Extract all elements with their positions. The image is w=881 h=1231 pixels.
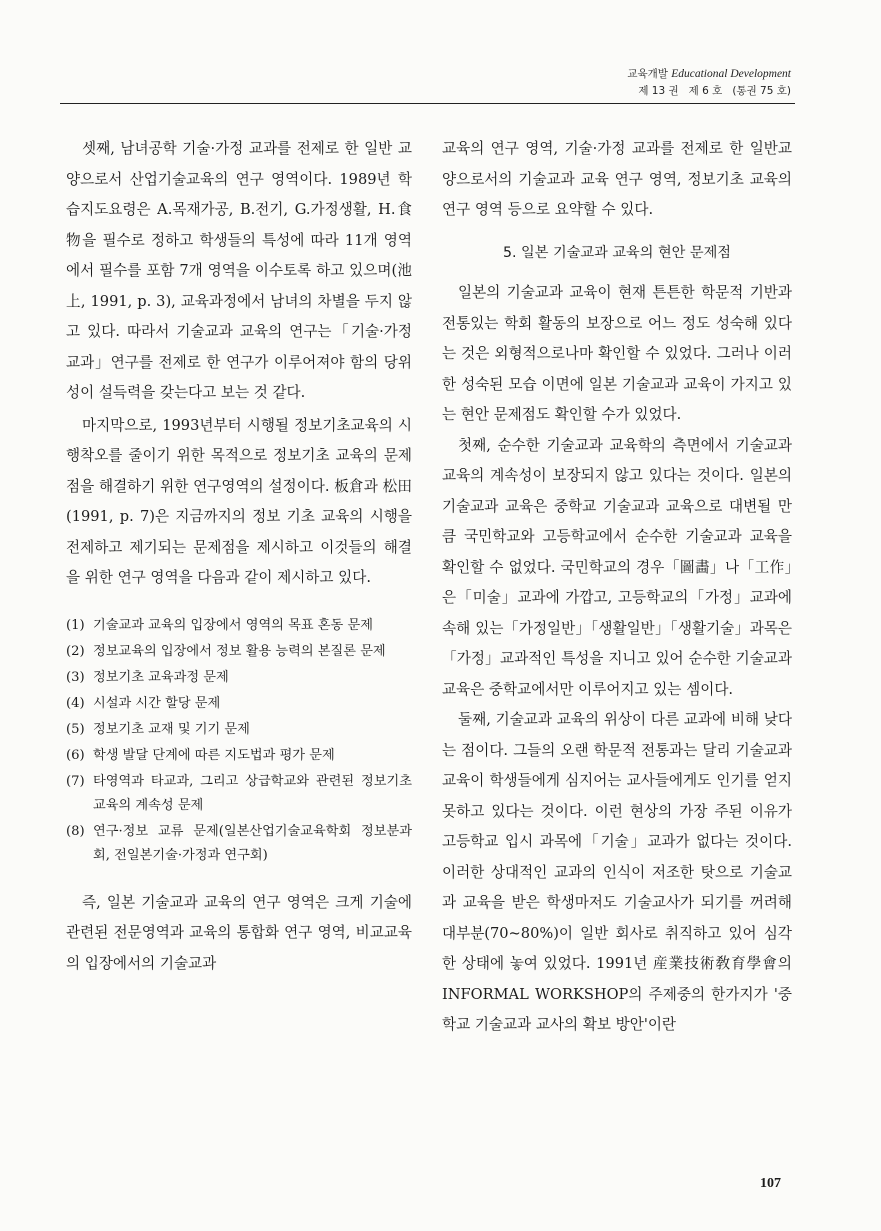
list-text: 타영역과 타교과, 그리고 상급학교와 관련된 정보기초 교육의 계속성 문제 [93, 773, 412, 813]
list-number: (2) [66, 643, 85, 659]
list-number: (8) [66, 823, 85, 839]
list-number: (3) [66, 669, 85, 685]
issue-number: 제 6 호 [688, 85, 723, 97]
journal-title-ko: 교육개발 [627, 68, 668, 80]
list-item [66, 640, 412, 664]
paragraph: 일본의 기술교과 교육이 현재 튼튼한 학문적 기반과 전통있는 학회 활동의 보장으로 어느 정도 성숙해 있다는 것은 외형적으로나마 확인할 수 있었다. 그러나 이러한 성숙된 모습 이면에 일본 기술교과 교육이 가지고 있는 현안 문제점도 확인할 수가 있었다. [442, 284, 792, 423]
list-text: 연구·정보 교류 문제(일본산업기술교육학회 정보분과회, 전일본기술·가정과 연구회) [93, 823, 412, 863]
list-item [66, 692, 412, 716]
total-issue-number: (통권 75 호) [732, 85, 791, 97]
list-item [66, 614, 412, 638]
list-text: 학생 발달 단계에 따른 지도법과 평가 문제 [93, 747, 335, 763]
research-area-list [66, 614, 412, 868]
list-text: 정보교육의 입장에서 정보 활용 능력의 본질론 문제 [93, 643, 386, 659]
paragraph: 첫째, 순수한 기술교과 교육학의 측면에서 기술교과 교육의 계속성이 보장되지 않고 있다는 것이다. 일본의 기술교과 교육은 중학교 기술교과 교육으로 대변될 만큼 국민학교와 고등학교에서 순수한 기술교과 교육을 확인할 수 없었다. 국민학교의 경우「圖畵」나「工作」은「미술」교과에 가깝고, 고등학교의「가정」교과에 속해 있는「가정일반」「생활일반」「생활기술」과목은「가정」교과적인 특성을 지니고 있어 순수한 기술교과 교육은 중학교에서만 이루어지고 있는 셈이다. [442, 436, 792, 698]
paragraph: 마지막으로, 1993년부터 시행될 정보기초교육의 시행착오를 줄이기 위한 목적으로 정보기초 교육의 문제점을 해결하기 위한 연구영역의 설정이다. 板倉과 松田(1991, p. 7)은 지금까지의 정보 기초 교육의 시행을 전제하고 제기되는 문제점을 제시하고 이것들의 해결을 위한 연구 영역을 다음과 같이 제시하고 있다. [66, 416, 412, 586]
list-number: (4) [66, 695, 85, 711]
paragraph: 교육의 연구 영역, 기술·가정 교과를 전제로 한 일반교양으로서의 기술교과 교육 연구 영역, 정보기초 교육의 연구 영역 등으로 요약할 수 있다. [442, 140, 792, 218]
running-header [627, 66, 791, 100]
list-number: (7) [66, 773, 85, 789]
list-number: (1) [66, 617, 85, 633]
paragraph: 셋째, 남녀공학 기술·가정 교과를 전제로 한 일반 교양으로서 산업기술교육의 연구 영역이다. 1989년 학습지도요령은 A.목재가공, B.전기, G.가정생활, H.食物을 필수로 정하고 학생들의 특성에 따라 11개 영역에서 필수를 포함 7개 영역을 이수토록 하고 있으며(池上, 1991, p. 3), 교육과정에서 남녀의 차별을 두지 않고 있다. 따라서 기술교과 교육의 연구는「기술·가정 교과」연구를 전제로 한 연구가 이루어져야 함의 당위성이 설득력을 갖는다고 보는 것 같다. [66, 140, 412, 401]
journal-title-line [627, 66, 791, 83]
paragraph: 즉, 일본 기술교과 교육의 연구 영역은 크게 기술에 관련된 전문영역과 교육의 통합화 연구 영역, 비교교육의 입장에서의 기술교과 [66, 893, 412, 972]
volume-number: 제 13 권 [638, 85, 679, 97]
list-item [66, 666, 412, 690]
list-text: 시설과 시간 할당 문제 [93, 695, 221, 711]
list-item [66, 718, 412, 742]
paragraph: 둘째, 기술교과 교육의 위상이 다른 교과에 비해 낮다는 점이다. 그들의 오랜 학문적 전통과는 달리 기술교과 교육이 학생들에게 심지어는 교사들에게도 인기를 얻지 못하고 있다는 것이다. 이런 현상의 가장 주된 이유가 고등학교 입시 과목에「기술」교과가 없다는 것이다. 이러한 상대적인 교과의 인식이 저조한 탓으로 기술교과 교육을 받은 학생마저도 기술교사가 되기를 꺼려해 대부분(70~80%)이 일반 회사로 취직하고 있어 심각한 상태에 놓여 있었다. 1991년 産業技術敎育學會의 INFORMAL WORKSHOP의 주제중의 한가지가 '중학교 기술교과 교사의 확보 방안'이란 [442, 711, 792, 1033]
page-number: 107 [760, 1176, 781, 1191]
journal-title-en: Educational Development [671, 68, 791, 80]
header-rule [60, 103, 795, 104]
list-item [66, 770, 412, 818]
list-text: 정보기초 교재 및 기기 문제 [93, 721, 250, 737]
list-number: (5) [66, 721, 85, 737]
right-column [442, 134, 792, 1041]
list-text: 기술교과 교육의 입장에서 영역의 목표 혼동 문제 [93, 617, 373, 633]
left-column [66, 134, 412, 979]
list-number: (6) [66, 747, 85, 763]
list-text: 정보기초 교육과정 문제 [93, 669, 229, 685]
issue-info-line [627, 83, 791, 100]
list-item [66, 744, 412, 768]
list-item [66, 820, 412, 868]
section-title: 5. 일본 기술교과 교육의 현안 문제점 [503, 244, 731, 261]
